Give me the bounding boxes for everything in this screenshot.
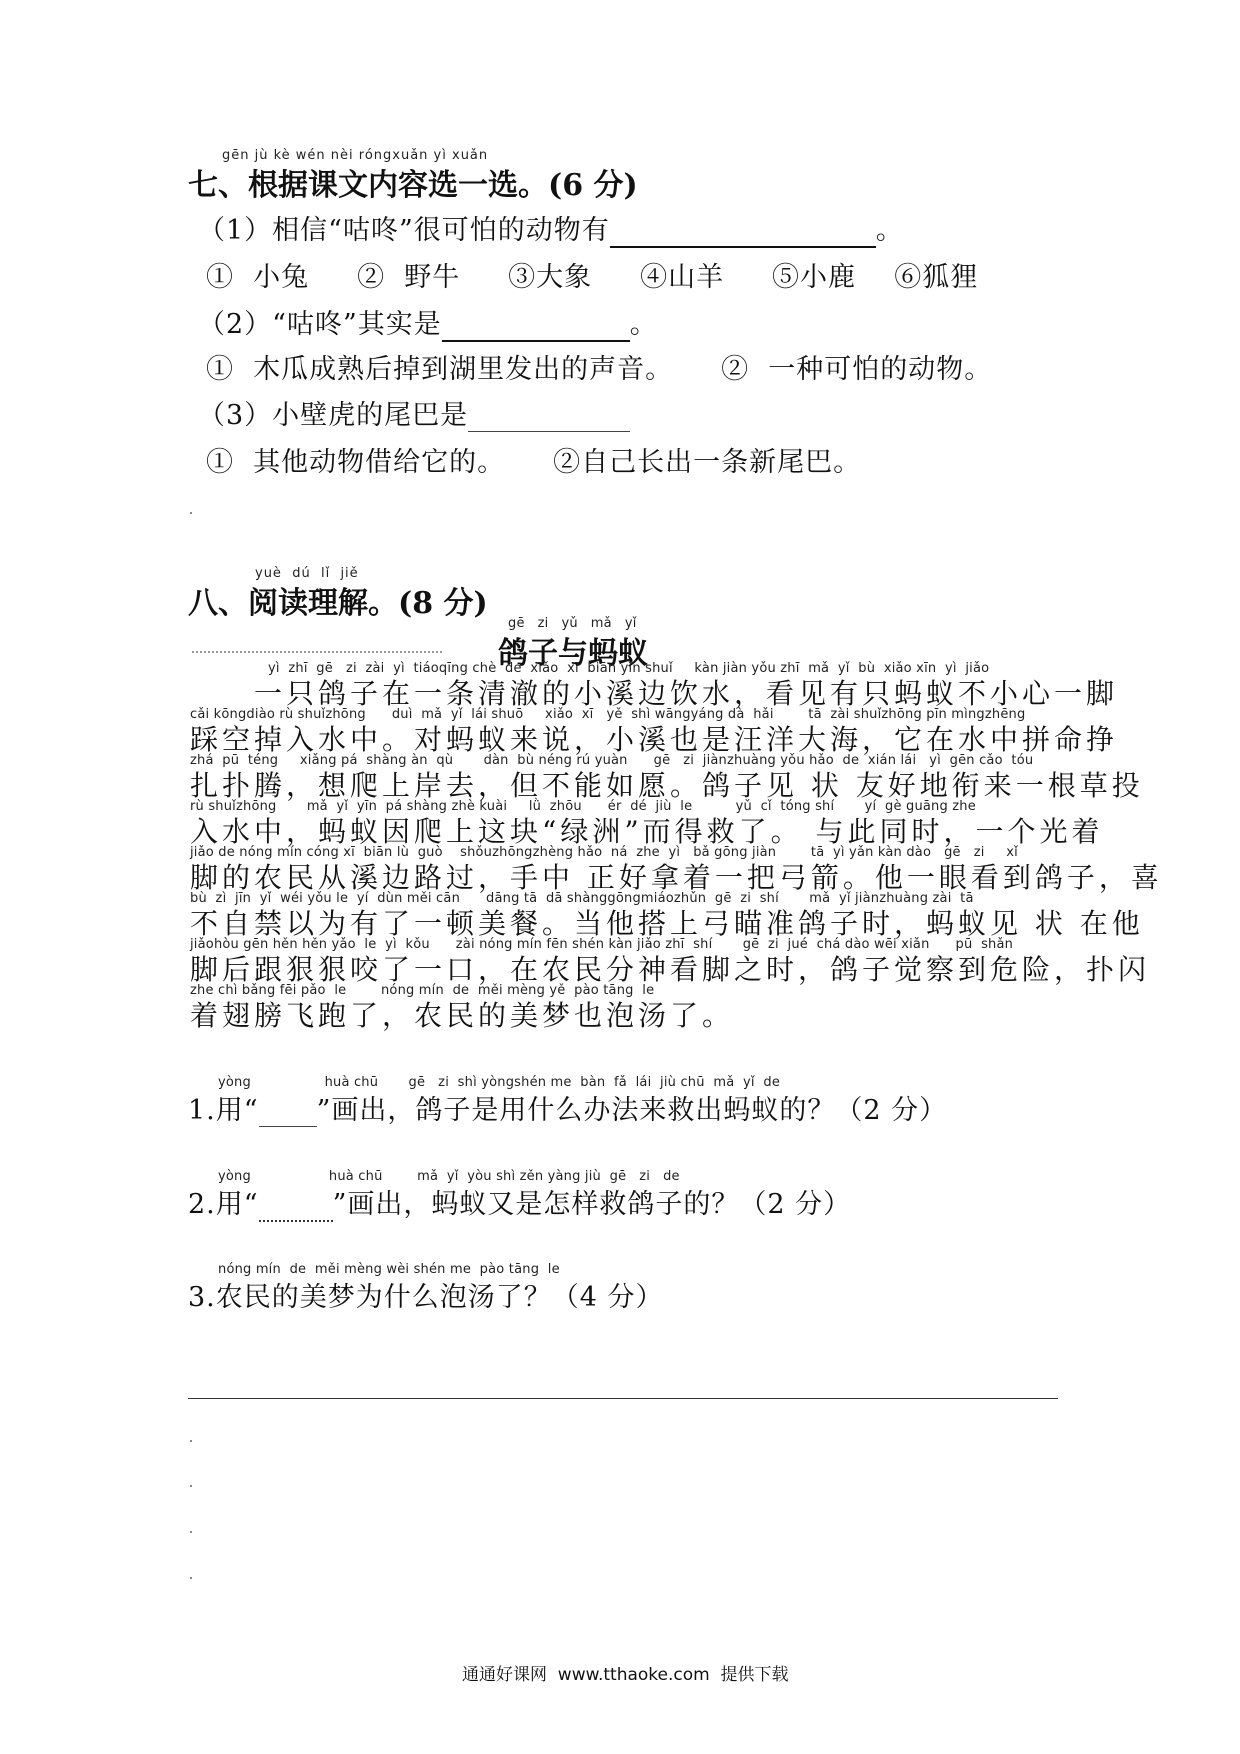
passage-line: 扎扑腾，想爬上岸去，但不能如愿。鸽子见 状 友好地衔来一根草投	[190, 769, 1144, 802]
passage-pinyin-line: zhe chì bǎng fēi pǎo le nóng mín de měi mèng yě pào tāng le	[190, 983, 655, 998]
s7-q3	[198, 393, 630, 432]
s7-q2-options: ① 木瓜成熟后掉到湖里发出的声音。 ② 一种可怕的动物。	[206, 354, 993, 385]
question-2	[188, 1182, 851, 1222]
s7-q2	[198, 302, 658, 342]
s7-q3-answer-blank[interactable]	[468, 400, 630, 432]
passage-line: 入水中，蚂蚁因爬上这块“绿洲”而得救了。 与此同时，一个光着	[190, 815, 1104, 848]
passage-pinyin-line: jiǎohòu gēn hěn hěn yǎo le yì kǒu zài nóng mín fēn shén kàn jiǎo zhī shí gē zi jué chá dào wēi xiǎn pū shǎn	[190, 937, 1014, 952]
passage-line: 踩空掉入水中。对蚂蚁来说，小溪也是汪洋大海，它在水中拼命挣	[190, 723, 1119, 756]
wavy-underline-sample	[259, 1189, 333, 1222]
story-title-pinyin: gē zi yǔ mǎ yǐ	[508, 616, 637, 631]
s7-q2-text: （2）“咕咚”其实是	[198, 309, 442, 340]
question-1-text: ”画出，鸽子是用什么办法来救出蚂蚁的？（2 分）	[316, 1095, 948, 1126]
margin-dot	[190, 1577, 192, 1579]
s7-heading-pinyin: gēn jù kè wén nèi róngxuǎn yì xuǎn	[222, 148, 489, 163]
s8-heading-pinyin: yuè dú lǐ jiě	[255, 566, 359, 581]
passage-pinyin-line: bù zì jīn yǐ wéi yǒu le yí dùn měi cān dāng tā dā shànggōngmiáozhǔn gē zi shí mǎ yǐ jiànzhuàng zài tā	[190, 891, 974, 906]
passage-line: 脚后跟狠狠咬了一口，在农民分神看脚之时，鸽子觉察到危险，扑闪	[190, 953, 1151, 986]
s7-q1-text: （1）相信“咕咚”很可怕的动物有	[198, 215, 610, 246]
passage-line: 一只鸽子在一条清澈的小溪边饮水，看见有只蚂蚁不小心一脚	[190, 677, 1119, 710]
passage-pinyin-line: zhá pū téng xiǎng pá shàng àn qù dàn bù néng rú yuàn gē zi jiànzhuàng yǒu hǎo de xián lái yì gēn cǎo tóu	[190, 753, 1034, 768]
passage-pinyin-line: rù shuǐzhōng mǎ yǐ yīn pá shàng zhè kuài lǜ zhōu ér dé jiù le yǔ cǐ tóng shí yí gè guāng zhe	[190, 799, 976, 814]
question-2-prefix: 2.用“	[188, 1189, 259, 1220]
straight-underline-sample	[259, 1095, 317, 1127]
question-2-text: ”画出，蚂蚁又是怎样救鸽子的？（2 分）	[332, 1189, 852, 1220]
passage-line: 脚的农民从溪边路过，手中 正好拿着一把弓箭。他一眼看到鸽子，喜	[190, 861, 1163, 894]
answer-line[interactable]	[188, 1398, 1058, 1399]
s7-q1	[198, 208, 904, 248]
margin-dot	[190, 1531, 192, 1533]
s7-q1-options: ① 小兔 ② 野牛 ③大象 ④山羊 ⑤小鹿 ⑥狐狸	[206, 262, 979, 293]
story-title: 鸽子与蚂蚁	[498, 636, 648, 671]
s7-q1-end: 。	[875, 215, 904, 246]
s8-heading: 八、阅读理解。(8 分)	[188, 586, 488, 621]
s7-q3-text: （3）小壁虎的尾巴是	[198, 400, 469, 431]
dotted-separator	[192, 651, 442, 653]
s7-q2-end: 。	[629, 309, 658, 340]
s7-q3-options: ① 其他动物借给它的。 ②自己长出一条新尾巴。	[206, 447, 862, 478]
question-1-prefix: 1.用“	[188, 1095, 259, 1126]
margin-dot	[190, 512, 192, 514]
s7-q2-answer-blank[interactable]	[442, 309, 630, 342]
margin-dot	[190, 1485, 192, 1487]
passage-line: 不自禁以为有了一顿美餐。当他搭上弓瞄准鸽子时，蚂蚁见 状 在他	[190, 907, 1144, 940]
passage-line: 着翅膀飞跑了，农民的美梦也泡汤了。	[190, 999, 735, 1032]
passage-pinyin-line: cǎi kōngdiào rù shuǐzhōng duì mǎ yǐ lái shuō xiǎo xī yě shì wāngyáng dà hǎi tā zài shuǐzhōng pīn mìngzhēng	[190, 707, 1026, 722]
question-1	[188, 1088, 947, 1127]
s7-heading: 七、根据课文内容选一选。(6 分)	[188, 168, 638, 203]
qb-pinyin: yòng huà chū mǎ yǐ yòu shì zěn yàng jiù gē zi de	[218, 1169, 680, 1184]
passage-pinyin-line: yì zhī gē zi zài yì tiáoqīng chè de xiǎo xī biān yǐn shuǐ kàn jiàn yǒu zhī mǎ yǐ bù xiǎo xīn yì jiǎo	[268, 661, 990, 676]
passage-pinyin-line: jiǎo de nóng mín cóng xī biān lù guò shǒuzhōngzhèng hǎo ná zhe yì bǎ gōng jiàn tā yì yǎn kàn dào gē zi xǐ	[190, 845, 1018, 860]
qa-pinyin: yòng huà chū gē zi shì yòngshén me bàn fǎ lái jiù chū mǎ yǐ de	[218, 1075, 781, 1090]
margin-dot	[190, 1440, 192, 1442]
question-3: 3.农民的美梦为什么泡汤了？（4 分）	[188, 1282, 664, 1313]
s7-q1-answer-blank[interactable]	[610, 215, 876, 248]
footer-credit: 通通好课网 www.tthaoke.com 提供下载	[462, 1665, 789, 1685]
qc-pinyin: nóng mín de měi mèng wèi shén me pào tāng le	[218, 1262, 560, 1277]
